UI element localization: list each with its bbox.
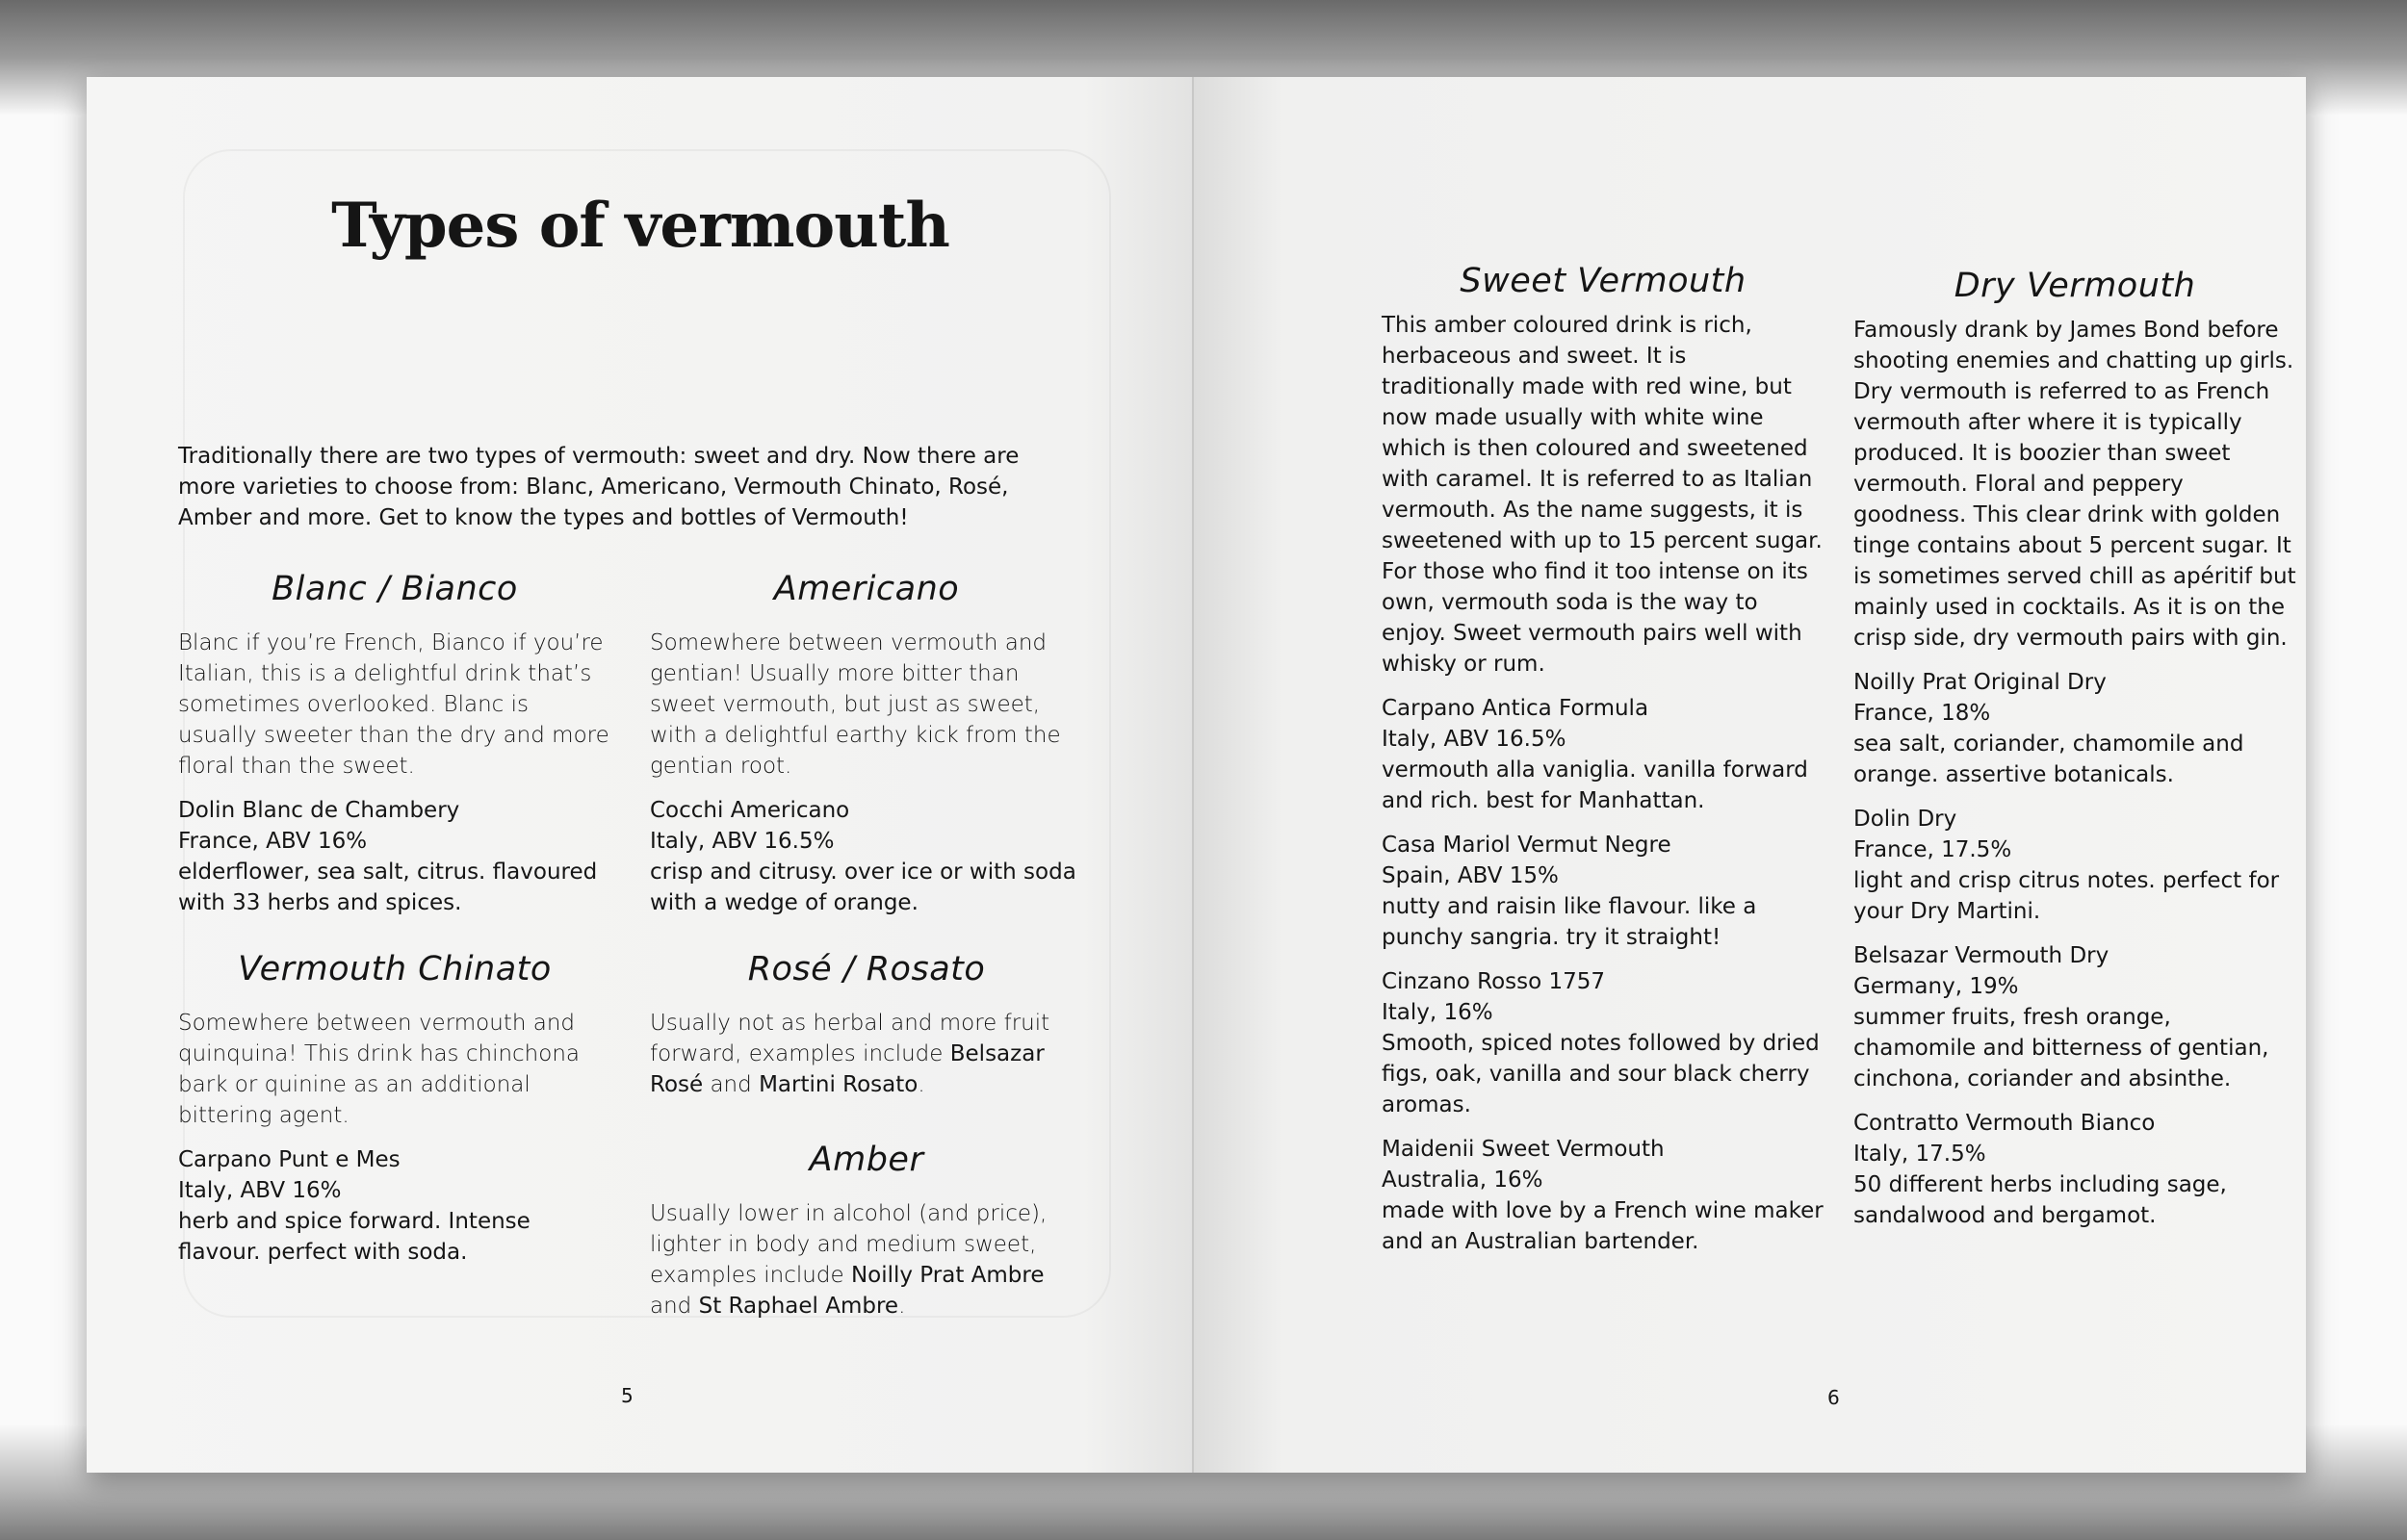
section-dry-vermouth: [1853, 265, 2296, 1231]
bottle-entry: [650, 795, 1083, 918]
bottle-origin-abv: Spain, ABV 15%: [1382, 863, 1559, 888]
bottle-origin-abv: France, 17.5%: [1853, 837, 2012, 862]
bottle-origin-abv: Australia, 16%: [1382, 1168, 1543, 1193]
bottle-entry: [1853, 1108, 2296, 1231]
section-heading: Americano: [773, 570, 960, 608]
section-description: Somewhere between vermouth and quinquina! This drink has chinchona bark or quinine as an additional bittering agent.: [178, 1011, 580, 1128]
bottle-notes: sea salt, coriander, chamomile and orange. assertive botanicals.: [1853, 732, 2244, 787]
bottle-notes: made with love by a French wine maker and an Australian bartender.: [1382, 1198, 1824, 1254]
bottle-origin-abv: France, 18%: [1853, 701, 1991, 726]
bottle-name: Contratto Vermouth Bianco: [1853, 1111, 2156, 1136]
bottle-notes: crisp and citrusy. over ice or with soda with a wedge of orange.: [650, 860, 1076, 915]
section-heading: Blanc / Bianco: [272, 570, 518, 608]
page-title: Types of vermouth: [331, 190, 949, 262]
section-description: This amber coloured drink is rich, herbaceous and sweet. It is traditionally made with red wine, but now made usually with white wine which is then coloured and sweetened with caramel. It is referred to as Italian vermouth. As the name suggests, it is sweetened with up to 15 percent sugar. For those who find it too intense on its own, vermouth soda is the way to enjoy. Sweet vermouth pairs well with whisky or rum.: [1382, 313, 1823, 677]
bottle-entry: [1382, 693, 1825, 816]
bottle-mention: Martini Rosato: [759, 1072, 919, 1097]
bottle-entry: [178, 795, 611, 918]
bottle-origin-abv: Italy, 16%: [1382, 1000, 1493, 1025]
bottle-notes: Smooth, spiced notes followed by dried figs, oak, vanilla and sour black cherry aromas.: [1382, 1031, 1820, 1117]
section-description: Blanc if you’re French, Bianco if you’re Italian, this is a delightful drink that’s sometimes overlooked. Blanc is usually sweeter than the dry and more floral than the sweet.: [178, 630, 609, 779]
bottle-name: Cocchi Americano: [650, 798, 850, 823]
bottle-entry: [1382, 830, 1825, 953]
bottle-entry: [178, 1144, 611, 1268]
bottle-name: Carpano Punt e Mes: [178, 1147, 401, 1172]
bottle-notes: herb and spice forward. Intense flavour. perfect with soda.: [178, 1209, 531, 1265]
bottle-name: Noilly Prat Original Dry: [1853, 670, 2107, 695]
section-description: Usually not as herbal and more fruit forward, examples include Belsazar Rosé and Martini Rosato.: [650, 1011, 1050, 1097]
section-americano: [650, 568, 1083, 918]
bottle-origin-abv: Italy, ABV 16.5%: [1382, 727, 1566, 752]
right-page: [1194, 77, 2306, 1473]
section-description: Famously drank by James Bond before shooting enemies and chatting up girls. Dry vermouth is referred to as French vermouth after where it is typically produced. It is boozier than sweet vermouth. Floral and peppery goodness. This clear drink with golden tinge contains about 5 percent sugar. It is sometimes served chill as apéritif but mainly used in cocktails. As it is on the crisp side, dry vermouth pairs with gin.: [1853, 318, 2296, 651]
bottle-origin-abv: Italy, ABV 16.5%: [650, 829, 835, 854]
bottle-notes: summer fruits, fresh orange, chamomile and bitterness of gentian, cinchona, coriander and absinthe.: [1853, 1005, 2269, 1091]
bottle-name: Maidenii Sweet Vermouth: [1382, 1137, 1665, 1162]
bottle-notes: light and crisp citrus notes. perfect for your Dry Martini.: [1853, 868, 2280, 924]
bottle-name: Dolin Dry: [1853, 807, 1957, 832]
left-page: [87, 77, 1194, 1473]
section-amber: [650, 1139, 1083, 1322]
page-number: 6: [1827, 1386, 1840, 1409]
section-heading: Rosé / Rosato: [747, 950, 986, 988]
section-description: Usually lower in alcohol (and price), lighter in body and medium sweet, examples include Noilly Prat Ambre and St Raphael Ambre.: [650, 1201, 1048, 1319]
section-sweet-vermouth: [1382, 260, 1825, 1257]
bottle-entry: [1382, 1134, 1825, 1257]
section-description: Somewhere between vermouth and gentian! Usually more bitter than sweet vermouth, but just as sweet, with a delightful earthy kick from the gentian root.: [650, 630, 1061, 779]
bottle-mention: Belsazar Rosé: [650, 1041, 1045, 1097]
bottle-origin-abv: France, ABV 16%: [178, 829, 368, 854]
bottle-entry: [1853, 667, 2296, 790]
bottle-name: Cinzano Rosso 1757: [1382, 969, 1606, 994]
bottle-mention: St Raphael Ambre: [698, 1294, 899, 1319]
bottle-mention: Noilly Prat Ambre: [850, 1263, 1045, 1288]
bottle-origin-abv: Italy, ABV 16%: [178, 1178, 342, 1203]
section-heading: Sweet Vermouth: [1460, 262, 1747, 300]
page-number: 5: [621, 1384, 634, 1407]
bottle-notes: vermouth alla vaniglia. vanilla forward and rich. best for Manhattan.: [1382, 757, 1808, 813]
section-heading: Vermouth Chinato: [238, 950, 552, 988]
section-heading: Amber: [809, 1141, 924, 1179]
section-rose: [650, 948, 1083, 1100]
bottle-entry: [1853, 940, 2296, 1094]
bottle-origin-abv: Germany, 19%: [1853, 974, 2019, 999]
bottle-name: Dolin Blanc de Chambery: [178, 798, 460, 823]
bottle-origin-abv: Italy, 17.5%: [1853, 1142, 1986, 1167]
open-booklet: [87, 77, 2306, 1473]
section-heading: Dry Vermouth: [1954, 267, 2196, 305]
intro-paragraph: Traditionally there are two types of vermouth: sweet and dry. Now there are more varieties to choose from: Blanc, Americano, Vermouth Chinato, Rosé, Amber and more. Get to know the types and bottles of Vermouth!: [178, 444, 1020, 530]
section-vermouth-chinato: [178, 948, 611, 1268]
bottle-name: Belsazar Vermouth Dry: [1853, 943, 2109, 968]
bottle-notes: 50 different herbs including sage, sandalwood and bergamot.: [1853, 1172, 2227, 1228]
bottle-notes: elderflower, sea salt, citrus. flavoured with 33 herbs and spices.: [178, 860, 598, 915]
bottle-notes: nutty and raisin like flavour. like a punchy sangria. try it straight!: [1382, 894, 1757, 950]
section-blanc: [178, 568, 611, 918]
bottle-entry: [1853, 804, 2296, 927]
bottle-name: Carpano Antica Formula: [1382, 696, 1649, 721]
bottle-entry: [1382, 966, 1825, 1120]
bottle-name: Casa Mariol Vermut Negre: [1382, 833, 1671, 858]
